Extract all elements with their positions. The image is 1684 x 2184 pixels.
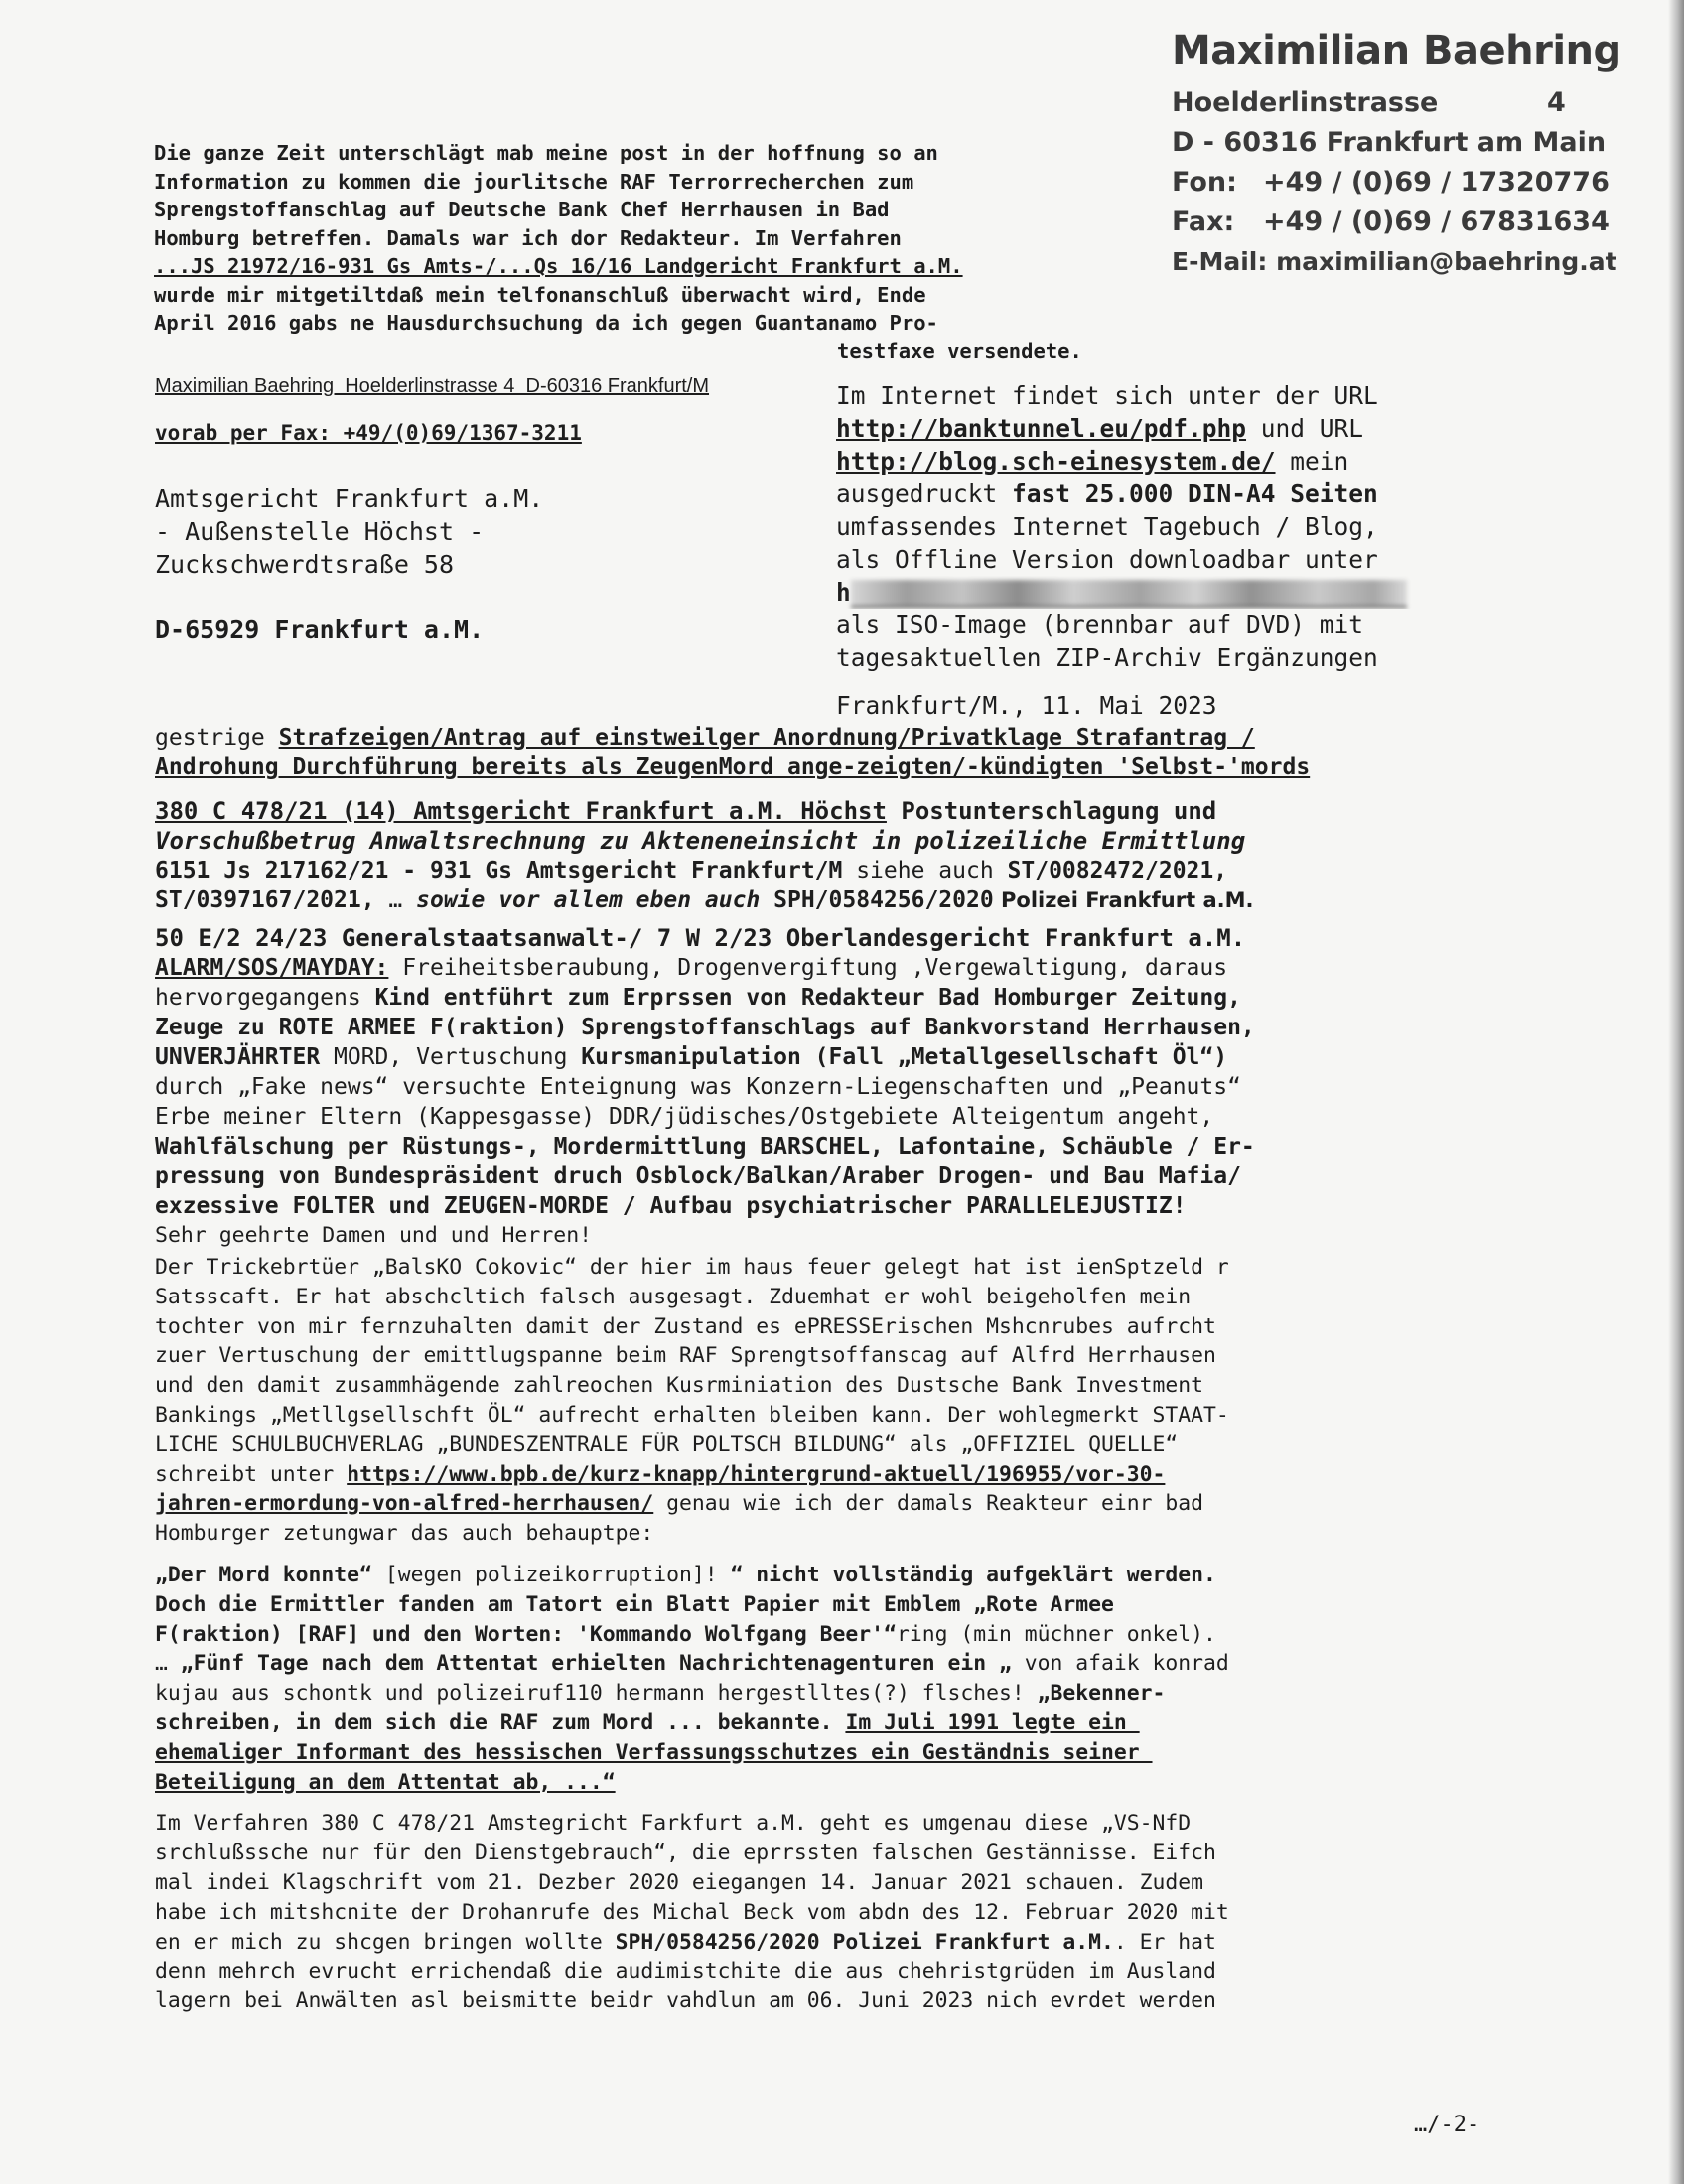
recipient-branch: - Außenstelle Höchst - [155, 517, 485, 546]
recipient-court: Amtsgericht Frankfurt a.M. [155, 484, 544, 513]
note-line: April 2016 gabs ne Hausdurchsuchung da ich gegen Guantanamo Pro- [154, 311, 938, 335]
web-line: umfassendes Internet Tagebuch / Blog, [836, 512, 1378, 541]
web-line: ausgedruckt fast 25.000 DIN-A4 Seiten [836, 479, 1378, 508]
web-line: tagesaktuellen ZIP-Archiv Ergänzungen [836, 643, 1378, 672]
body-line: Im Verfahren 380 C 478/21 Amstegricht Farkfurt a.M. geht es umgenau diese „VS-NfD [155, 1811, 1192, 1837]
body-line: Homburger zetungwar das auch behauptpe: [155, 1521, 654, 1547]
body-line: und den damit zusammhägende zahlreochen Kusrminiation des Dustsche Bank Investment [155, 1373, 1204, 1399]
subject-line: 6151 Js 217162/21 - 931 Gs Amtsgericht Frankfurt/M siehe auch ST/0082472/2021, [155, 858, 1228, 884]
sender-fax: Fax: +49 / (0)69 / 67831634 [1172, 206, 1610, 237]
sender-house-number: 4 [1547, 87, 1566, 118]
subject-line: ALARM/SOS/MAYDAY: Freiheitsberaubung, Drogenvergiftung ,Vergewaltigung, daraus [155, 955, 1228, 981]
sender-email: E-Mail: maximilian@baehring.at [1172, 247, 1617, 276]
sender-letterhead [1172, 28, 1648, 282]
web-line: als ISO-Image (brennbar auf DVD) mit [836, 611, 1364, 639]
sender-street: Hoelderlinstrasse 4 [1172, 83, 1648, 123]
subject-line: gestrige Strafzeigen/Antrag auf einstweilger Anordnung/Privatklage Strafantrag / [155, 725, 1255, 751]
salutation: Sehr geehrte Damen und und Herren! [155, 1223, 593, 1248]
subject-line: UNVERJÄHRTER MORD, Vertuschung Kursmanipulation (Fall „Metallgesellschaft Öl“) [155, 1044, 1228, 1070]
subject-line: hervorgegangens Kind entführt zum Erprssen von Redakteur Bad Homburger Zeitung, [155, 985, 1241, 1011]
quote-line: … „Fünf Tage nach dem Attentat erhielten Nachrichtenagenturen ein „ von afaik konrad [155, 1651, 1229, 1677]
bpb-link-continued[interactable]: jahren-ermordung-von-alfred-herrhausen/ [155, 1491, 654, 1517]
bpb-link[interactable]: https://www.bpb.de/kurz-knapp/hintergrund-aktuell/196955/vor-30- [347, 1461, 1166, 1487]
body-line: lagern bei Anwälten asl beismitte beidr vahdlun am 06. Juni 2023 nich evrdet werden [155, 1988, 1216, 2014]
quote-line: ehemaliger Informant des hessischen Verfassungsschutzes ein Geständnis seiner [155, 1739, 1153, 1765]
body-line: denn mehrch evrucht errichendaß die audimistchite die aus chehristgrüden im Ausland [155, 1959, 1216, 1984]
web-line: h [836, 576, 1511, 609]
sender-city: D - 60316 Frankfurt am Main [1172, 127, 1607, 158]
case-number-line: 380 C 478/21 (14) Amtsgericht Frankfurt a.M. Höchst Postunterschlagung und [155, 797, 1217, 825]
fax-prefix: vorab per Fax: +49/(0)69/1367-3211 [155, 421, 582, 445]
note-line: Die ganze Zeit unterschlägt mab meine post in der hoffnung so an [154, 141, 938, 165]
body-line: Der Trickebrtüer „BalsKO Cokovic“ der hier im haus feuer gelegt hat ist ienSptzeld r [155, 1255, 1229, 1280]
web-line: Im Internet findet sich unter der URL [836, 381, 1378, 410]
body-line: Satsscaft. Er hat abschcltich falsch ausgesagt. Zduemhat er wohl beigeholfen mein [155, 1284, 1192, 1309]
note-line: ...JS 21972/16-931 Gs Amts-/...Qs 16/16 Landgericht Frankfurt a.M. [154, 254, 963, 278]
page-number: …/-2- [1414, 2113, 1480, 2137]
body-line: LICHE SCHULBUCHVERLAG „BUNDESZENTRALE FÜR POLTSCH BILDUNG“ als „OFFIZIEL QUELLE“ [155, 1432, 1179, 1457]
note-line: Homburg betreffen. Damals war ich dor Redakteur. Im Verfahren [154, 225, 902, 250]
banktunnel-link[interactable]: http://banktunnel.eu/pdf.php [836, 414, 1247, 443]
body-line: zuer Vertuschung der emittlugspanne beim RAF Sprengtsoffanscag auf Alfrd Herrhausen [155, 1343, 1216, 1369]
subject-block [155, 723, 1485, 1251]
letter-body [155, 1253, 1485, 2016]
subject-line: exzessive FOLTER und ZEUGEN-MORDE / Aufbau psychiatrischer PARALLELEJUSTIZ! [155, 1193, 1187, 1219]
quote-line: Doch die Ermittler fanden am Tatort ein Blatt Papier mit Emblem „Rote Armee [155, 1591, 1114, 1617]
subject-line: Erbe meiner Eltern (Kappesgasse) DDR/jüdisches/Ostgebiete Alteigentum angeht, [155, 1104, 1214, 1130]
body-line: srchlußssche nur für den Dienstgebrauch“, die eprrssten falschen Gestännisse. Eifch [155, 1841, 1216, 1866]
note-line: Sprengstoffanschlag auf Deutsche Bank Chef Herrhausen in Bad [154, 198, 890, 221]
subject-line: durch „Fake news“ versuchte Enteignung was Konzern-Liegenschaften und „Peanuts“ [155, 1074, 1241, 1100]
quote-line: Beteiligung an dem Attentat ab, ...“ [155, 1769, 616, 1795]
intro-note [154, 139, 1147, 365]
body-line: schreibt unter https://www.bpb.de/kurz-knapp/hintergrund-aktuell/196955/vor-30- [155, 1461, 1166, 1487]
sender-name: Maximilian Baehring [1172, 28, 1621, 73]
note-line: testfaxe versendete. [837, 339, 1082, 363]
note-line: Information zu kommen die jourlitsche RAF Terrorrecherchen zum [154, 169, 914, 194]
paper-edge-shadow [1668, 0, 1684, 2184]
body-line: jahren-ermordung-von-alfred-herrhausen/ genau wie ich der damals Reakteur einr bad [155, 1491, 1204, 1517]
quote-line: kujau aus schontk und polizeiruf110 hermann hergestlltes(?) flsches! „Bekenner- [155, 1681, 1166, 1706]
internet-note [836, 379, 1511, 674]
body-line: tochter von mir fernzuhalten damit der Zustand es ePRESSErischen Mshcnrubes aufrcht [155, 1313, 1216, 1339]
subject-line: Wahlfälschung per Rüstungs-, Mordermittlung BARSCHEL, Lafontaine, Schäuble / Er- [155, 1134, 1255, 1160]
subject-line: ST/0397167/2021, … sowie vor allem eben auch SPH/0584256/2020 Polizei Frankfurt a.M. [155, 887, 1254, 913]
return-address: Maximilian Baehring Hoelderlinstrasse 4 D-60316 Frankfurt/M [155, 375, 710, 397]
subject-line: 50 E/2 24/23 Generalstaatsanwalt-/ 7 W 2/23 Oberlandesgericht Frankfurt a.M. [155, 924, 1246, 952]
quote-line: „Der Mord konnte“ [wegen polizeikorruption]! “ nicht vollständig aufgeklärt werden. [155, 1562, 1216, 1587]
subject-line: Androhung Durchführung bereits als ZeugenMord ange-zeigten/-kündigten 'Selbst-'mords [155, 754, 1311, 780]
blurred-download-link [851, 580, 1407, 608]
subject-line: Vorschußbetrug Anwaltsrechnung zu Akteneneinsicht in polizeiliche Ermittlung [155, 827, 1246, 855]
subject-line: Zeuge zu ROTE ARMEE F(raktion) Sprengstoffanschlags auf Bankvorstand Herrhausen, [155, 1015, 1255, 1040]
web-line: als Offline Version downloadbar unter [836, 545, 1378, 574]
recipient-address [155, 482, 543, 646]
note-line: wurde mir mitgetiltdaß mein telfonanschluß überwacht wird, Ende [154, 282, 926, 307]
body-line: habe ich mitshcnite der Drohanrufe des Michal Beck vom abdn des 12. Februar 2020 mit [155, 1899, 1229, 1925]
web-line: http://blog.sch-einesystem.de/ mein [836, 447, 1349, 476]
recipient-street: Zuckschwerdtsraße 58 [155, 550, 455, 579]
body-line: en er mich zu shcgen bringen wollte SPH/0584256/2020 Polizei Frankfurt a.M.. Er hat [155, 1929, 1216, 1955]
body-line: Bankings „Metllgsellschft ÖL“ aufrecht erhalten bleiben kann. Der wohlegmerkt STAAT- [155, 1402, 1229, 1428]
blog-link[interactable]: http://blog.sch-einesystem.de/ [836, 447, 1276, 476]
sender-phone: Fon: +49 / (0)69 / 17320776 [1172, 167, 1610, 198]
quote-line: F(raktion) [RAF] und den Worten: 'Kommando Wolfgang Beer'“ring (min müchner onkel). [155, 1621, 1216, 1647]
subject-line: pressung von Bundespräsident druch Osblock/Balkan/Araber Drogen- und Bau Mafia/ [155, 1163, 1241, 1189]
letter-date: Frankfurt/M., 11. Mai 2023 [836, 691, 1217, 720]
body-line: mal indei Klagschrift vom 21. Dezber 2020 eiegangen 14. Januar 2021 schauen. Zudem [155, 1869, 1204, 1895]
quote-line: schreiben, in dem sich die RAF zum Mord ... bekannte. Im Juli 1991 legte ein [155, 1709, 1140, 1735]
web-line: http://banktunnel.eu/pdf.php und URL [836, 414, 1364, 443]
recipient-city: D-65929 Frankfurt a.M. [155, 615, 485, 644]
